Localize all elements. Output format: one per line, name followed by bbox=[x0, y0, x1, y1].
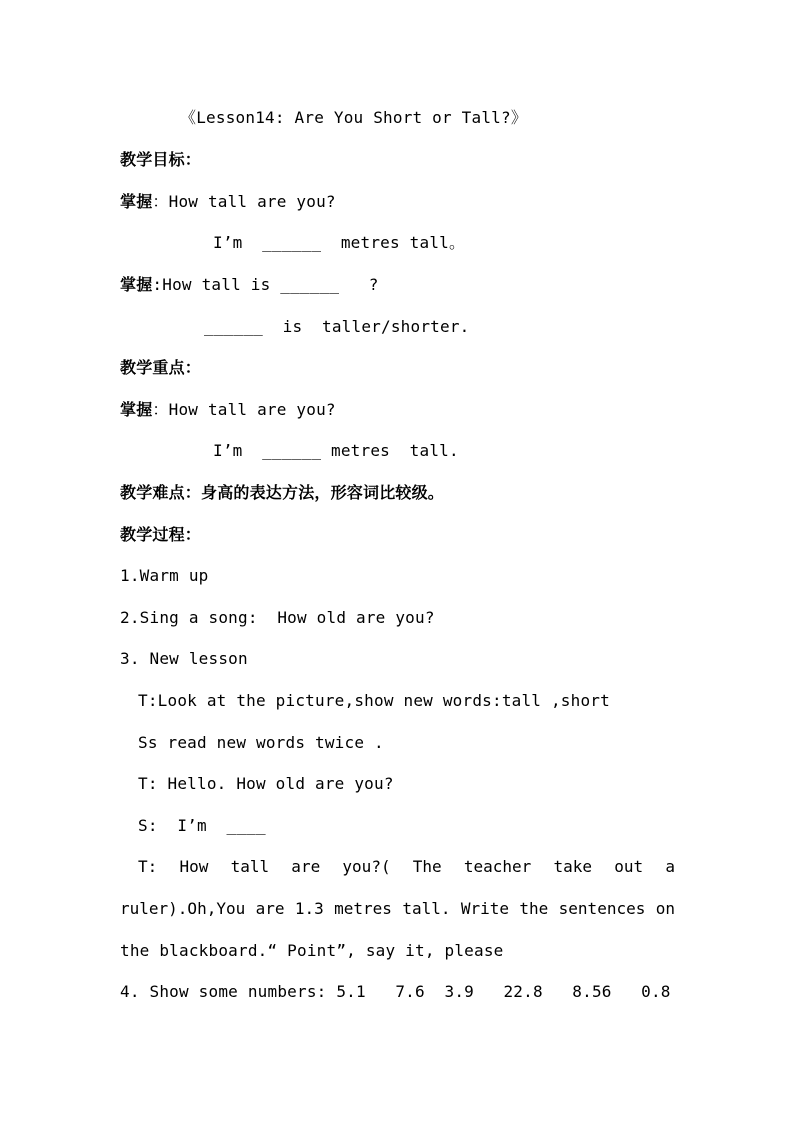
step-3-line-6: ruler).Oh,You are 1.3 metres tall. Write the sentences on bbox=[120, 899, 675, 918]
lesson-title: 《Lesson14: Are You Short or Tall?》 bbox=[180, 108, 528, 127]
step-4: 4. Show some numbers: 5.1 7.6 3.9 22.8 8.56 0.8 bbox=[120, 982, 671, 1001]
key-point-1-answer: I’m ______ metres tall. bbox=[213, 441, 459, 460]
objective-1-label: 掌握 bbox=[120, 192, 153, 211]
objective-1-answer: I’m ______ metres tall。 bbox=[213, 233, 466, 252]
difficulty-line: 教学难点：身高的表达方法，形容词比较级。 bbox=[120, 483, 445, 502]
step-1: 1.Warm up bbox=[120, 566, 209, 585]
key-points-heading: 教学重点： bbox=[120, 358, 202, 377]
objective-1-text: ：How tall are you? bbox=[152, 192, 336, 211]
step-2: 2.Sing a song: How old are you? bbox=[120, 608, 435, 627]
step-3-line-3: T: Hello. How old are you? bbox=[138, 774, 394, 793]
process-heading: 教学过程： bbox=[120, 525, 202, 544]
step-3: 3. New lesson bbox=[120, 649, 248, 668]
objective-1 bbox=[120, 192, 336, 212]
objective-2-label: 掌握 bbox=[120, 275, 153, 294]
step-3-line-5: T: How tall are you?( The teacher take out a bbox=[138, 857, 675, 876]
objective-2-answer: ______ is taller/shorter. bbox=[204, 317, 470, 336]
step-3-line-1: T:Look at the picture,show new words:tall ,short bbox=[138, 691, 610, 710]
objective-2 bbox=[120, 275, 379, 295]
step-3-line-4: S: I’m ____ bbox=[138, 816, 266, 835]
step-3-line-2: Ss read new words twice . bbox=[138, 733, 384, 752]
key-point-1-label: 掌握 bbox=[120, 400, 153, 419]
key-point-1 bbox=[120, 400, 336, 420]
objective-2-text: :How tall is ______ ? bbox=[152, 275, 379, 294]
key-point-1-text: ：How tall are you? bbox=[152, 400, 336, 419]
objectives-heading: 教学目标： bbox=[120, 150, 202, 169]
step-3-line-7: the blackboard.“ Point”, say it, please bbox=[120, 941, 504, 960]
